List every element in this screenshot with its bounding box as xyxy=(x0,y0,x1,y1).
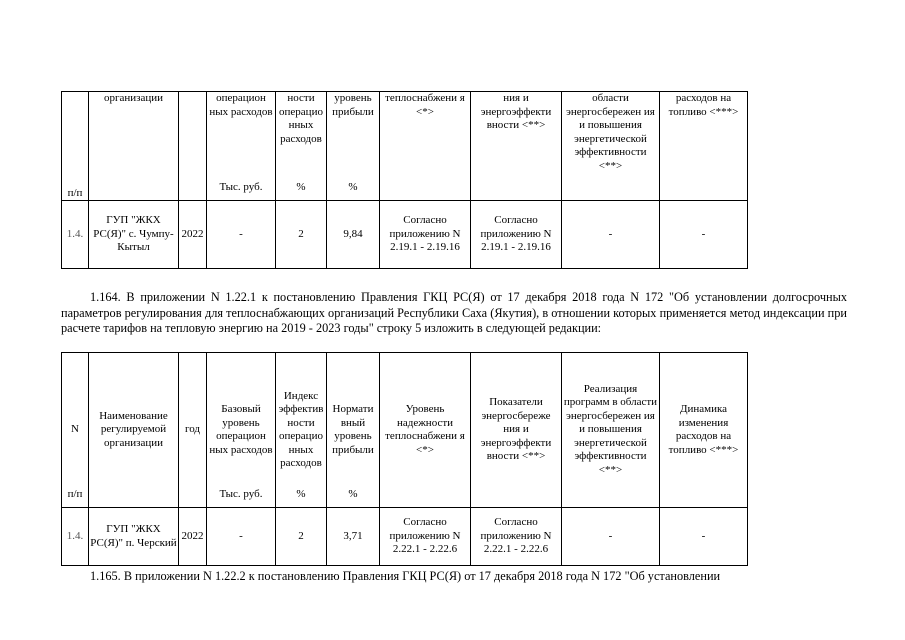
t2-col-norm-label: Нормати вный уровень прибыли xyxy=(332,403,374,456)
t1-row-norm: 9,84 xyxy=(327,201,380,269)
t1-row-reliability: Согласно приложению N 2.19.1 - 2.19.16 xyxy=(380,201,471,269)
table-row xyxy=(62,508,748,566)
t1-col-base xyxy=(207,92,276,201)
paragraph-1-164: 1.164. В приложении N 1.22.1 к постановлению Правления ГКЦ РС(Я) от 17 декабря 2018 года N 172 "Об установлении долгосрочных параметров регулирования для теплоснабжающих организаций Республики Саха (Якутия), в отношении которых применяется метод индексации при расчете тарифов на тепловую энергию на 2019 - 2023 годы" строку 5 изложить в следующей редакции: xyxy=(61,290,847,336)
t2-row-base: - xyxy=(207,508,276,566)
t2-col-year: год xyxy=(179,353,207,508)
t1-row-year: 2022 xyxy=(179,201,207,269)
t2-row-index: 2 xyxy=(276,508,327,566)
table-1 xyxy=(61,91,748,269)
table-2 xyxy=(61,352,748,566)
t2-row-programs: - xyxy=(562,508,660,566)
t2-row-dynamics: - xyxy=(660,508,748,566)
t1-col-org: организации xyxy=(89,92,179,201)
t1-col-norm-label: уровень прибыли xyxy=(332,92,374,118)
t1-col-dynamics: расходов на топливо <***> xyxy=(660,92,748,201)
t2-col-norm xyxy=(327,353,380,508)
t2-col-n xyxy=(62,353,89,508)
t1-col-n xyxy=(62,92,89,201)
t2-col-index-label: Индекс эффектив ности операцио нных расходов xyxy=(278,389,324,469)
t1-row-programs: - xyxy=(562,201,660,269)
paragraph-1-165: 1.165. В приложении N 1.22.2 к постановлению Правления ГКЦ РС(Я) от 17 декабря 2018 года N 172 "Об установлении xyxy=(90,569,721,583)
t2-col-n-sub: п/п xyxy=(67,487,83,500)
t1-col-n-sub: п/п xyxy=(67,186,83,199)
t2-row-norm: 3,71 xyxy=(327,508,380,566)
table-row xyxy=(62,201,748,269)
t1-col-reliability: теплоснабжени я <*> xyxy=(380,92,471,201)
t1-row-index: 2 xyxy=(276,201,327,269)
t2-row-org: ГУП "ЖКХ РС(Я)" п. Черский xyxy=(89,508,179,566)
t2-col-base xyxy=(207,353,276,508)
t2-col-norm-unit: % xyxy=(348,487,358,500)
t2-col-base-label: Базовый уровень операцион ных расходов xyxy=(209,403,273,456)
t1-col-index-unit: % xyxy=(296,180,306,193)
t1-row-dynamics: - xyxy=(660,201,748,269)
t2-col-org: Наименование регулируемой организации xyxy=(89,353,179,508)
t2-col-n-label: N xyxy=(71,423,79,436)
t1-col-year xyxy=(179,92,207,201)
t1-col-base-label: операцион ных расходов xyxy=(209,92,273,118)
t2-col-energy: Показатели энергосбереже ния и энергоэффекти вности <**> xyxy=(471,353,562,508)
t1-col-base-unit: Тыс. руб. xyxy=(219,180,263,193)
t1-row-base: - xyxy=(207,201,276,269)
t1-col-norm xyxy=(327,92,380,201)
t1-row-n: 1.4. xyxy=(62,201,89,269)
t2-row-reliability: Согласно приложению N 2.22.1 - 2.22.6 xyxy=(380,508,471,566)
t1-col-energy: ния и энергоэффекти вности <**> xyxy=(471,92,562,201)
t1-col-programs: области энергосбережен ия и повышения энергетической эффективности <**> xyxy=(562,92,660,201)
t1-row-org: ГУП "ЖКХ РС(Я)" с. Чумпу-Кытыл xyxy=(89,201,179,269)
t1-row-energy: Согласно приложению N 2.19.1 - 2.19.16 xyxy=(471,201,562,269)
t1-col-index xyxy=(276,92,327,201)
t1-col-norm-unit: % xyxy=(348,180,358,193)
t2-col-base-unit: Тыс. руб. xyxy=(219,487,263,500)
t2-col-programs: Реализация программ в области энергосбережен ия и повышения энергетической эффективности <**> xyxy=(562,353,660,508)
t2-col-dynamics: Динамика изменения расходов на топливо <***> xyxy=(660,353,748,508)
t1-col-index-label: ности операцио нных расходов xyxy=(279,92,323,145)
t2-col-index xyxy=(276,353,327,508)
t2-row-n: 1.4. xyxy=(62,508,89,566)
t2-col-index-unit: % xyxy=(296,487,306,500)
t2-row-year: 2022 xyxy=(179,508,207,566)
t2-row-energy: Согласно приложению N 2.22.1 - 2.22.6 xyxy=(471,508,562,566)
t2-col-reliability: Уровень надежности теплоснабжени я <*> xyxy=(380,353,471,508)
